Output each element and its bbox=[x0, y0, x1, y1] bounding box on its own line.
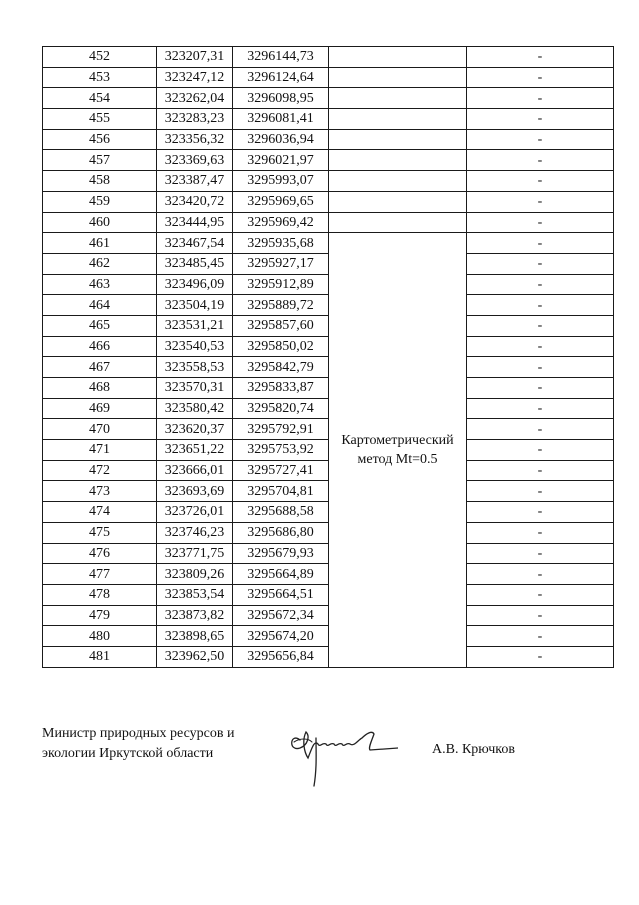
accuracy-cell: - bbox=[467, 88, 614, 109]
table-row bbox=[43, 502, 614, 523]
table-row bbox=[43, 378, 614, 399]
point-number-cell: 481 bbox=[43, 646, 157, 667]
accuracy-cell: - bbox=[467, 481, 614, 502]
accuracy-cell: - bbox=[467, 646, 614, 667]
table-row bbox=[43, 191, 614, 212]
x-coordinate-cell: 323570,31 bbox=[157, 378, 233, 399]
y-coordinate-cell: 3295993,07 bbox=[233, 171, 329, 192]
method-cell-empty bbox=[329, 109, 467, 130]
point-number-cell: 461 bbox=[43, 233, 157, 254]
accuracy-cell: - bbox=[467, 584, 614, 605]
x-coordinate-cell: 323853,54 bbox=[157, 584, 233, 605]
method-cell-empty bbox=[329, 129, 467, 150]
table-row bbox=[43, 88, 614, 109]
y-coordinate-cell: 3295927,17 bbox=[233, 253, 329, 274]
table-row bbox=[43, 398, 614, 419]
minister-title bbox=[42, 724, 234, 764]
point-number-cell: 459 bbox=[43, 191, 157, 212]
table-row bbox=[43, 150, 614, 171]
coordinates-table-body bbox=[43, 47, 614, 668]
x-coordinate-cell: 323387,47 bbox=[157, 171, 233, 192]
table-row bbox=[43, 212, 614, 233]
point-number-cell: 457 bbox=[43, 150, 157, 171]
y-coordinate-cell: 3295704,81 bbox=[233, 481, 329, 502]
accuracy-cell: - bbox=[467, 626, 614, 647]
point-number-cell: 472 bbox=[43, 460, 157, 481]
y-coordinate-cell: 3295857,60 bbox=[233, 315, 329, 336]
method-cell-empty bbox=[329, 191, 467, 212]
method-cell-empty bbox=[329, 212, 467, 233]
accuracy-cell: - bbox=[467, 315, 614, 336]
accuracy-cell: - bbox=[467, 502, 614, 523]
y-coordinate-cell: 3295969,65 bbox=[233, 191, 329, 212]
x-coordinate-cell: 323809,26 bbox=[157, 564, 233, 585]
point-number-cell: 460 bbox=[43, 212, 157, 233]
x-coordinate-cell: 323962,50 bbox=[157, 646, 233, 667]
accuracy-cell: - bbox=[467, 460, 614, 481]
method-line-1: Картометрический bbox=[341, 432, 454, 448]
point-number-cell: 454 bbox=[43, 88, 157, 109]
x-coordinate-cell: 323726,01 bbox=[157, 502, 233, 523]
y-coordinate-cell: 3295727,41 bbox=[233, 460, 329, 481]
y-coordinate-cell: 3295935,68 bbox=[233, 233, 329, 254]
point-number-cell: 466 bbox=[43, 336, 157, 357]
x-coordinate-cell: 323693,69 bbox=[157, 481, 233, 502]
point-number-cell: 474 bbox=[43, 502, 157, 523]
y-coordinate-cell: 3295792,91 bbox=[233, 419, 329, 440]
accuracy-cell: - bbox=[467, 67, 614, 88]
table-row bbox=[43, 543, 614, 564]
y-coordinate-cell: 3296036,94 bbox=[233, 129, 329, 150]
table-row bbox=[43, 646, 614, 667]
point-number-cell: 468 bbox=[43, 378, 157, 399]
accuracy-cell: - bbox=[467, 440, 614, 461]
table-row bbox=[43, 47, 614, 68]
x-coordinate-cell: 323444,95 bbox=[157, 212, 233, 233]
y-coordinate-cell: 3295842,79 bbox=[233, 357, 329, 378]
table-row bbox=[43, 336, 614, 357]
point-number-cell: 475 bbox=[43, 522, 157, 543]
table-row bbox=[43, 233, 614, 254]
y-coordinate-cell: 3295688,58 bbox=[233, 502, 329, 523]
x-coordinate-cell: 323651,22 bbox=[157, 440, 233, 461]
y-coordinate-cell: 3296144,73 bbox=[233, 47, 329, 68]
method-cell-empty bbox=[329, 67, 467, 88]
x-coordinate-cell: 323540,53 bbox=[157, 336, 233, 357]
y-coordinate-cell: 3296021,97 bbox=[233, 150, 329, 171]
point-number-cell: 469 bbox=[43, 398, 157, 419]
point-number-cell: 480 bbox=[43, 626, 157, 647]
x-coordinate-cell: 323580,42 bbox=[157, 398, 233, 419]
handwritten-signature bbox=[286, 718, 398, 790]
table-row bbox=[43, 171, 614, 192]
accuracy-cell: - bbox=[467, 212, 614, 233]
table-row bbox=[43, 129, 614, 150]
point-number-cell: 471 bbox=[43, 440, 157, 461]
y-coordinate-cell: 3295679,93 bbox=[233, 543, 329, 564]
x-coordinate-cell: 323620,37 bbox=[157, 419, 233, 440]
y-coordinate-cell: 3295850,02 bbox=[233, 336, 329, 357]
accuracy-cell: - bbox=[467, 150, 614, 171]
method-cell-empty bbox=[329, 47, 467, 68]
x-coordinate-cell: 323873,82 bbox=[157, 605, 233, 626]
accuracy-cell: - bbox=[467, 564, 614, 585]
coordinates-table bbox=[42, 46, 614, 668]
x-coordinate-cell: 323485,45 bbox=[157, 253, 233, 274]
x-coordinate-cell: 323771,75 bbox=[157, 543, 233, 564]
y-coordinate-cell: 3295664,51 bbox=[233, 584, 329, 605]
accuracy-cell: - bbox=[467, 233, 614, 254]
y-coordinate-cell: 3295656,84 bbox=[233, 646, 329, 667]
method-cell-empty bbox=[329, 171, 467, 192]
point-number-cell: 462 bbox=[43, 253, 157, 274]
table-row bbox=[43, 564, 614, 585]
method-cell-empty bbox=[329, 150, 467, 171]
x-coordinate-cell: 323531,21 bbox=[157, 315, 233, 336]
point-number-cell: 478 bbox=[43, 584, 157, 605]
point-number-cell: 467 bbox=[43, 357, 157, 378]
x-coordinate-cell: 323356,32 bbox=[157, 129, 233, 150]
x-coordinate-cell: 323420,72 bbox=[157, 191, 233, 212]
accuracy-cell: - bbox=[467, 129, 614, 150]
method-cell bbox=[329, 233, 467, 667]
accuracy-cell: - bbox=[467, 522, 614, 543]
accuracy-cell: - bbox=[467, 398, 614, 419]
table-row bbox=[43, 584, 614, 605]
point-number-cell: 476 bbox=[43, 543, 157, 564]
point-number-cell: 458 bbox=[43, 171, 157, 192]
table-row bbox=[43, 67, 614, 88]
method-line-2: метод Mt=0.5 bbox=[357, 451, 438, 467]
table-row bbox=[43, 440, 614, 461]
minister-title-line-1: Министр природных ресурсов и bbox=[42, 726, 235, 741]
point-number-cell: 455 bbox=[43, 109, 157, 130]
accuracy-cell: - bbox=[467, 357, 614, 378]
x-coordinate-cell: 323207,31 bbox=[157, 47, 233, 68]
y-coordinate-cell: 3296098,95 bbox=[233, 88, 329, 109]
point-number-cell: 465 bbox=[43, 315, 157, 336]
table-row bbox=[43, 253, 614, 274]
point-number-cell: 456 bbox=[43, 129, 157, 150]
accuracy-cell: - bbox=[467, 171, 614, 192]
accuracy-cell: - bbox=[467, 253, 614, 274]
x-coordinate-cell: 323283,23 bbox=[157, 109, 233, 130]
point-number-cell: 479 bbox=[43, 605, 157, 626]
y-coordinate-cell: 3295753,92 bbox=[233, 440, 329, 461]
x-coordinate-cell: 323496,09 bbox=[157, 274, 233, 295]
y-coordinate-cell: 3295820,74 bbox=[233, 398, 329, 419]
y-coordinate-cell: 3295969,42 bbox=[233, 212, 329, 233]
point-number-cell: 470 bbox=[43, 419, 157, 440]
table-row bbox=[43, 481, 614, 502]
accuracy-cell: - bbox=[467, 378, 614, 399]
method-cell-empty bbox=[329, 88, 467, 109]
point-number-cell: 452 bbox=[43, 47, 157, 68]
accuracy-cell: - bbox=[467, 419, 614, 440]
table-row bbox=[43, 357, 614, 378]
y-coordinate-cell: 3295664,89 bbox=[233, 564, 329, 585]
x-coordinate-cell: 323247,12 bbox=[157, 67, 233, 88]
accuracy-cell: - bbox=[467, 336, 614, 357]
table-row bbox=[43, 626, 614, 647]
y-coordinate-cell: 3296124,64 bbox=[233, 67, 329, 88]
accuracy-cell: - bbox=[467, 295, 614, 316]
table-row bbox=[43, 522, 614, 543]
y-coordinate-cell: 3295912,89 bbox=[233, 274, 329, 295]
y-coordinate-cell: 3295674,20 bbox=[233, 626, 329, 647]
accuracy-cell: - bbox=[467, 605, 614, 626]
x-coordinate-cell: 323746,23 bbox=[157, 522, 233, 543]
point-number-cell: 453 bbox=[43, 67, 157, 88]
x-coordinate-cell: 323467,54 bbox=[157, 233, 233, 254]
table-row bbox=[43, 109, 614, 130]
point-number-cell: 473 bbox=[43, 481, 157, 502]
x-coordinate-cell: 323369,63 bbox=[157, 150, 233, 171]
table-row bbox=[43, 295, 614, 316]
x-coordinate-cell: 323262,04 bbox=[157, 88, 233, 109]
signer-name: А.В. Крючков bbox=[432, 742, 515, 757]
table-row bbox=[43, 605, 614, 626]
point-number-cell: 463 bbox=[43, 274, 157, 295]
table-row bbox=[43, 274, 614, 295]
accuracy-cell: - bbox=[467, 47, 614, 68]
accuracy-cell: - bbox=[467, 543, 614, 564]
point-number-cell: 464 bbox=[43, 295, 157, 316]
y-coordinate-cell: 3296081,41 bbox=[233, 109, 329, 130]
table-row bbox=[43, 419, 614, 440]
minister-title-line-2: экологии Иркутской области bbox=[42, 746, 214, 761]
y-coordinate-cell: 3295672,34 bbox=[233, 605, 329, 626]
y-coordinate-cell: 3295686,80 bbox=[233, 522, 329, 543]
accuracy-cell: - bbox=[467, 191, 614, 212]
table-row bbox=[43, 315, 614, 336]
x-coordinate-cell: 323666,01 bbox=[157, 460, 233, 481]
x-coordinate-cell: 323558,53 bbox=[157, 357, 233, 378]
x-coordinate-cell: 323504,19 bbox=[157, 295, 233, 316]
accuracy-cell: - bbox=[467, 109, 614, 130]
x-coordinate-cell: 323898,65 bbox=[157, 626, 233, 647]
y-coordinate-cell: 3295889,72 bbox=[233, 295, 329, 316]
accuracy-cell: - bbox=[467, 274, 614, 295]
point-number-cell: 477 bbox=[43, 564, 157, 585]
table-row bbox=[43, 460, 614, 481]
y-coordinate-cell: 3295833,87 bbox=[233, 378, 329, 399]
